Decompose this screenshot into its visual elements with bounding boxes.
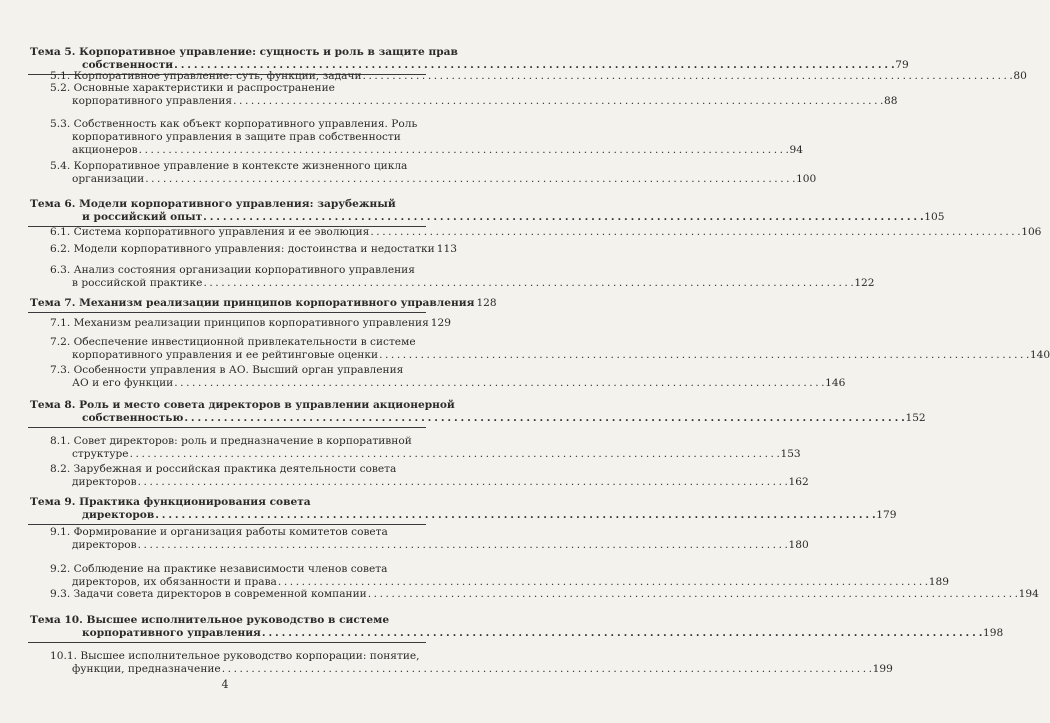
- toc-page-number: 106: [1021, 226, 1042, 238]
- toc-line: [50, 118, 420, 131]
- dot-leader: [145, 173, 795, 186]
- toc-title-text: и российский опыт: [82, 211, 203, 223]
- toc-page-number: 128: [476, 297, 497, 309]
- dot-leader: [363, 70, 1013, 83]
- toc-page-number: 179: [876, 509, 897, 521]
- toc-item: [50, 563, 949, 589]
- toc-topic: [30, 198, 945, 224]
- toc-page-number: 198: [983, 627, 1004, 639]
- toc-line: [50, 131, 420, 144]
- toc-title-text: 6.1. Система корпоративного управления и ее эволюция: [50, 226, 370, 238]
- dot-leader: [203, 211, 923, 224]
- toc-title-text: корпоративного управления в защите прав собственности: [72, 131, 401, 143]
- toc-line: [30, 509, 897, 522]
- toc-line: [50, 588, 1039, 601]
- toc-title-text: 9.2. Соблюдение на практике независимости членов совета: [50, 563, 388, 575]
- toc-line: [50, 539, 809, 552]
- toc-title-text: 9.1. Формирование и организация работы комитетов совета: [50, 526, 388, 538]
- toc-line: [50, 336, 420, 349]
- toc-line: [30, 297, 497, 310]
- toc-item: [50, 463, 809, 489]
- dot-leader: [262, 627, 982, 640]
- toc-page-number: 162: [788, 476, 809, 488]
- toc-line: [30, 399, 455, 412]
- topic-underline: [28, 524, 426, 525]
- toc-item: [50, 82, 898, 108]
- toc-item: [50, 435, 801, 461]
- toc-item: [50, 336, 1050, 362]
- toc-item: [50, 588, 1039, 601]
- toc-item: [50, 160, 817, 186]
- toc-line: [50, 349, 1050, 362]
- topic-underline: [28, 427, 426, 428]
- toc-title-text: функции, предназначение: [72, 663, 221, 675]
- toc-title-text: директоров, их обязанности и права: [72, 576, 277, 588]
- toc-line: [50, 563, 420, 576]
- toc-line: [50, 526, 420, 539]
- toc-line: [30, 627, 1004, 640]
- toc-line: [50, 317, 451, 330]
- toc-page-number: 122: [854, 277, 875, 289]
- toc-line: [50, 264, 420, 277]
- toc-topic: [30, 399, 926, 425]
- toc-page-number: 113: [436, 243, 457, 255]
- toc-title-text: акционеров: [72, 144, 138, 156]
- toc-title-text: собственностью: [82, 412, 184, 424]
- toc-title-text: корпоративного управления и ее рейтинговые оценки: [72, 349, 379, 361]
- toc-title-text: корпоративного управления: [82, 627, 261, 639]
- toc-page-number: 105: [924, 211, 945, 223]
- toc-item: [50, 526, 809, 552]
- dot-leader: [138, 476, 788, 489]
- toc-page-number: 140: [1029, 349, 1050, 361]
- toc-item: [50, 650, 893, 676]
- dot-leader: [139, 144, 789, 157]
- toc-topic: [30, 46, 909, 72]
- toc-line: [50, 663, 893, 676]
- toc-title-text: структуре: [72, 448, 129, 460]
- toc-title-text: 8.2. Зарубежная и российская практика деятельности совета: [50, 463, 397, 475]
- toc-line: [50, 160, 420, 173]
- toc-line: [50, 226, 1042, 239]
- toc-topic: [30, 297, 497, 310]
- dot-leader: [174, 377, 824, 390]
- dot-leader: [184, 412, 904, 425]
- toc-page-number: 194: [1018, 588, 1039, 600]
- toc-title-text: Тема 6. Модели корпоративного управления: зарубежный: [30, 198, 396, 210]
- toc-title-text: организации: [72, 173, 145, 185]
- toc-page-number: 199: [872, 663, 893, 675]
- toc-title-text: директоров: [72, 476, 137, 488]
- toc-page-number: 153: [780, 448, 801, 460]
- toc-title-text: 6.2. Модели корпоративного управления: достоинства и недостатки: [50, 243, 435, 255]
- toc-line: [30, 614, 420, 627]
- toc-page-number: 180: [788, 539, 809, 551]
- toc-title-text: директоров: [82, 509, 155, 521]
- toc-item: [50, 243, 457, 256]
- dot-leader: [155, 509, 875, 522]
- toc-line: [50, 476, 809, 489]
- toc-topic: [30, 496, 897, 522]
- toc-line: [50, 173, 817, 186]
- toc-title-text: 8.1. Совет директоров: роль и предназначение в корпоративной: [50, 435, 412, 447]
- toc-page-number: 79: [895, 59, 909, 71]
- dot-leader: [233, 95, 883, 108]
- toc-line: [30, 412, 926, 425]
- toc-line: [50, 243, 457, 256]
- toc-item: [50, 118, 804, 157]
- toc-page-number: 129: [430, 317, 451, 329]
- toc-title-text: Тема 7. Механизм реализации принципов корпоративного управления: [30, 297, 475, 309]
- toc-line: [50, 277, 875, 290]
- dot-leader: [203, 277, 853, 290]
- toc-title-text: 5.1. Корпоративное управление: суть, функции, задачи: [50, 70, 362, 82]
- dot-leader: [370, 226, 1020, 239]
- toc-page-number: 94: [789, 144, 804, 156]
- page-number: 4: [221, 678, 229, 691]
- toc-title-text: АО и его функции: [72, 377, 174, 389]
- toc-item: [50, 317, 451, 330]
- toc-page-number: 88: [883, 95, 898, 107]
- topic-underline: [28, 642, 426, 643]
- toc-page-number: 189: [928, 576, 949, 588]
- toc-line: [50, 364, 420, 377]
- toc-line: [30, 198, 420, 211]
- toc-title-text: в российской практике: [72, 277, 203, 289]
- toc-page-number: 152: [905, 412, 926, 424]
- toc-item: [50, 364, 846, 390]
- toc-line: [50, 448, 801, 461]
- toc-title-text: 5.2. Основные характеристики и распространение: [50, 82, 335, 94]
- toc-title-text: 9.3. Задачи совета директоров в современной компании: [50, 588, 367, 600]
- topic-underline: [28, 312, 426, 313]
- toc-title-text: 7.3. Особенности управления в АО. Высший орган управления: [50, 364, 404, 376]
- toc-line: [50, 377, 846, 390]
- toc-title-text: 5.4. Корпоративное управление в контексте жизненного цикла: [50, 160, 408, 172]
- dot-leader: [368, 588, 1018, 601]
- toc-line: [50, 82, 420, 95]
- toc-line: [50, 650, 420, 663]
- toc-title-text: директоров: [72, 539, 137, 551]
- toc-item: [50, 226, 1042, 239]
- toc-title-text: корпоративного управления: [72, 95, 233, 107]
- dot-leader: [130, 448, 780, 461]
- dot-leader: [222, 663, 872, 676]
- toc-line: [50, 463, 420, 476]
- toc-title-text: 7.1. Механизм реализации принципов корпоративного управления: [50, 317, 429, 329]
- toc-title-text: 7.2. Обеспечение инвестиционной привлекательности в системе: [50, 336, 416, 348]
- toc-topic: [30, 614, 1004, 640]
- toc-page-number: 80: [1013, 70, 1027, 82]
- toc-line: [50, 95, 898, 108]
- toc-title-text: Тема 10. Высшее исполнительное руководство в системе: [30, 614, 390, 626]
- toc-title-text: Тема 9. Практика функционирования совета: [30, 496, 311, 508]
- toc-title-text: Тема 5. Корпоративное управление: сущность и роль в защите прав: [30, 46, 458, 58]
- toc-page-number: 146: [825, 377, 846, 389]
- toc-line: [30, 211, 945, 224]
- toc-page-number: 100: [796, 173, 817, 185]
- toc-line: [50, 435, 420, 448]
- toc-title-text: 5.3. Собственность как объект корпоративного управления. Роль: [50, 118, 418, 130]
- toc-title-text: Тема 8. Роль и место совета директоров в управлении акционерной: [30, 399, 455, 411]
- toc-title-text: собственности: [82, 59, 174, 71]
- toc-item: [50, 264, 875, 290]
- toc-title-text: 10.1. Высшее исполнительное руководство корпорации: понятие,: [50, 650, 420, 662]
- toc-title-text: 6.3. Анализ состояния организации корпоративного управления: [50, 264, 415, 276]
- dot-leader: [138, 539, 788, 552]
- dot-leader: [379, 349, 1029, 362]
- toc-line: [30, 46, 458, 59]
- toc-line: [50, 144, 804, 157]
- toc-line: [30, 496, 420, 509]
